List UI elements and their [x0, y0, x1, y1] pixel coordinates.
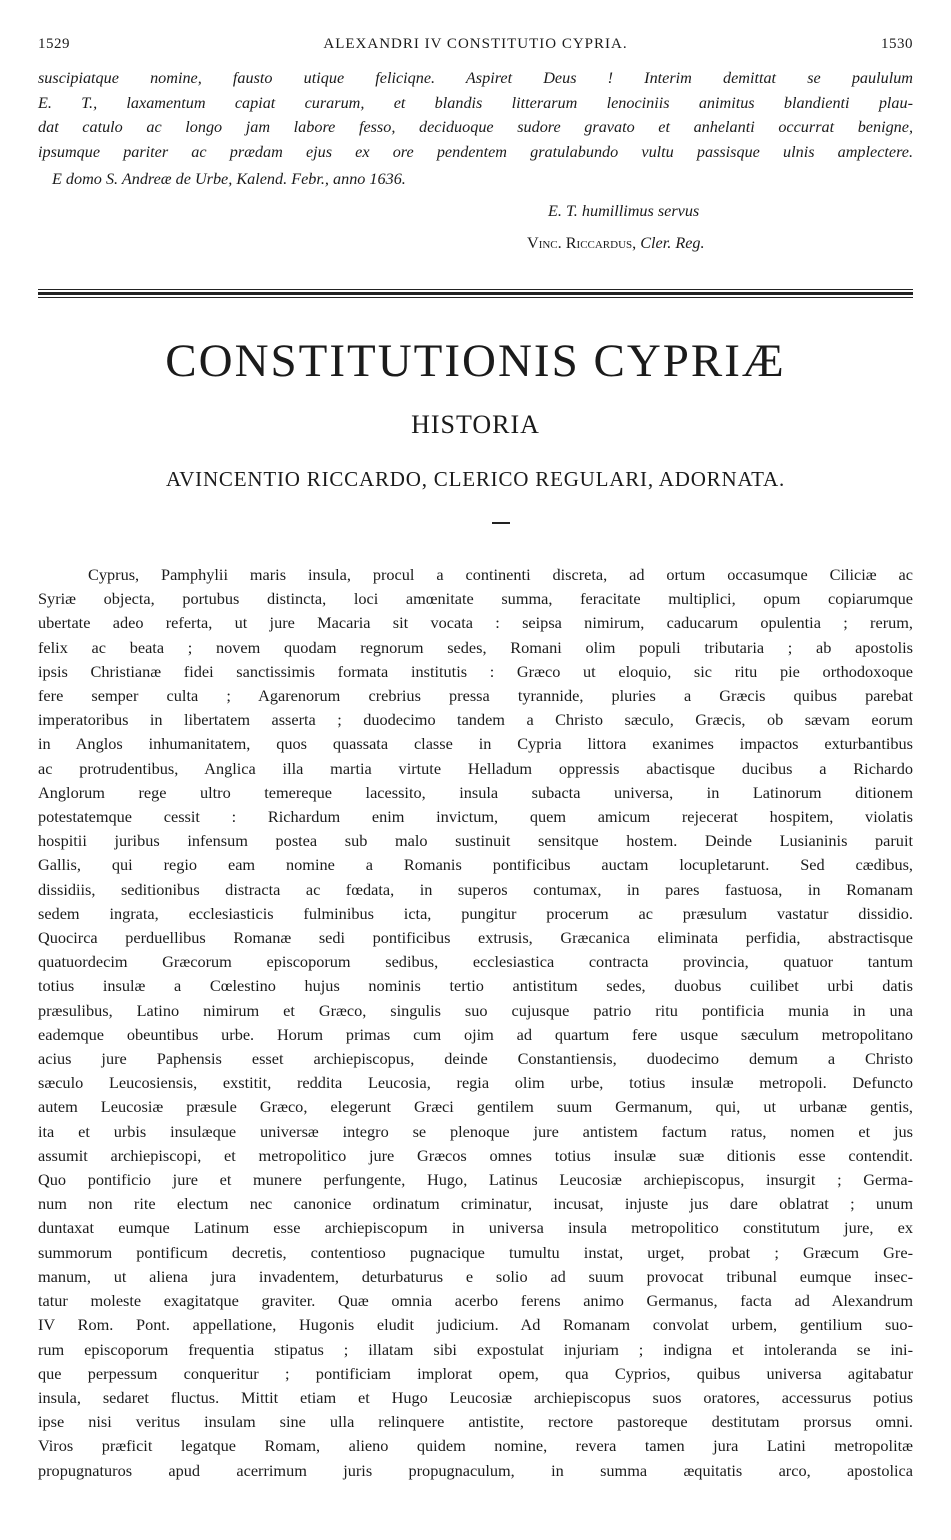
- body-line: totius insulæ a Cœlestino hujus nominis tertio antistitum sedes, duobus cuilibet urbi datis: [38, 976, 913, 996]
- body-line: manum, ut aliena jura invadentem, deturbaturus e solio ad suum provocat tribunal eumque insec-: [38, 1266, 913, 1286]
- body-line: acius jure Paphensis esset archiepiscopus, deinde Constantiensis, duodecimo demum a Christo: [38, 1049, 913, 1069]
- body-line: ipse nisi veritus insulam sine ulla relinquere antistite, rectore pastoreque destitutam prorsus omni.: [38, 1412, 913, 1432]
- body-line: imperatoribus in libertatem asserta ; duodecimo tandem a Christo sæculo, Græcis, ob sævam eorum: [38, 710, 913, 730]
- section-divider: [38, 289, 913, 299]
- letter-line: E. T., laxamentum capiat curarum, et blandis litterarum lenociniis animitus blandienti plau-: [38, 93, 913, 112]
- body-line: Cyprus, Pamphylii maris insula, procul a continenti discreta, ad ortum occasumque Ciliciæ ac: [88, 565, 913, 584]
- body-line: ipsis Christianæ fidei sanctissimis formata institutis : Græco ut eloquio, sic ritu pie orthodoxoque: [38, 661, 913, 681]
- body-line: sæculo Leucosiensis, exstitit, reddita Leucosia, regia olim urbe, totius insulæ metropoli. Defuncto: [38, 1073, 913, 1093]
- body-line: felix ac beata ; novem quodam regnorum sedes, Romani olim populi tributaria ; ab apostolis: [38, 637, 913, 657]
- divider-rule-thin-bottom: [38, 297, 913, 298]
- body-line: insula, sedaret fluctus. Mittit etiam et Hugo Leucosiæ archiepiscopus suos oratores, accessurus potius: [38, 1387, 913, 1407]
- body-line: que perpessum conqueritur ; pontificiam implorat opem, qua Cyprios, quibus universa agitabatur: [38, 1363, 913, 1383]
- body-line: Quocirca perduellibus Romanæ sedi pontificibus extrusis, Græcanica eliminata perfidia, abstractisque: [38, 928, 913, 948]
- running-head: [38, 36, 913, 58]
- body-line: IV Rom. Pont. appellatione, Hugonis eludit judicium. Ad Romanam convolat urbem, gentilium suo-: [38, 1315, 913, 1335]
- body-line: ubertate adeo referta, ut jure Macaria sit vocata : seipsa nimirum, caducarum opulentia ; rerum,: [38, 613, 913, 633]
- signature-name-line: [527, 234, 705, 253]
- letter-line: ipsumque pariter ac prædam ejus ex ore pendentem gratulabundo vultu passisque ulnis amplectere.: [38, 142, 913, 161]
- body-line: ita et urbis insulæque universæ integro se plenoque jure antistem factum ratus, nomen et jus: [38, 1121, 913, 1141]
- signature-salutation: E. T. humillimus servus: [548, 202, 700, 220]
- body-line: Viros præficit legatque Romam, alieno quidem nomine, revera tamen jura Latini metropolitæ: [38, 1436, 913, 1456]
- page-number-left: 1529: [38, 36, 70, 52]
- body-line: præsulibus, Latino nimirum et Græco, singulis suo cujusque patrio ritu pontificia munia in una: [38, 1000, 913, 1020]
- body-line: Syriæ objecta, portubus distincta, loci amœnitate summa, feracitate multiplici, opum copiarumque: [38, 589, 913, 609]
- body-paragraph: [38, 563, 913, 1483]
- body-line: hospitii juribus infensum postea sub malo sustinuit sensitque hostem. Deinde Lusianinis paruit: [38, 831, 913, 851]
- body-line: eademque obeuntibus urbe. Horum primas cum ojim ad quartum fere usque sæculum metropolitano: [38, 1024, 913, 1044]
- body-line: autem Leucosiæ præsule Græco, elegerunt Græci gentilem suum Germanum, qui, ut urbanæ gentis,: [38, 1097, 913, 1117]
- body-line: Anglorum rege ultro temereque lacessito, insula subacta universa, in Latinorum ditionem: [38, 782, 913, 802]
- divider-rule-thin-top: [38, 289, 913, 290]
- body-line: assumit archiepiscopi, et metropolitico jure Græcos omnes totius insulæ suæ ditionis esse contendit.: [38, 1145, 913, 1165]
- section-title: CONSTITUTIONIS CYPRIÆ: [165, 335, 786, 387]
- body-line: quatuordecim Græcorum episcoporum sedibus, ecclesiastica contracta provincia, quatuor tantum: [38, 952, 913, 972]
- body-line: dissidiis, seditionibus distracta ac fœdata, in superos contumax, in pares fastuosa, in Romanam: [38, 879, 913, 899]
- running-title: ALEXANDRI IV CONSTITUTIO CYPRIA.: [323, 36, 628, 52]
- letter-closing-text: [38, 66, 913, 164]
- section-subtitle: HISTORIA: [411, 410, 540, 439]
- section-byline: AVINCENTIO RICCARDO, CLERICO REGULARI, ADORNATA.: [165, 467, 786, 491]
- body-line: fere semper culta ; Agarenorum crebrius pressa tyrannide, pluries a Græcis quibus parebat: [38, 686, 913, 706]
- body-line: sedem ingrata, ecclesiasticis fulminibus icta, pungitur procerum ac præsulum vastatur dissidio.: [38, 903, 913, 923]
- signature-title: Cler. Reg.: [640, 234, 705, 252]
- letter-line: suscipiatque nomine, fausto utique feliciqne. Aspiret Deus ! Interim demittat se paululum: [38, 69, 913, 87]
- ornament-dash: [492, 522, 510, 524]
- letter-line: dat catulo ac longo jam labore fesso, deciduoque sudore gravato et anhelanti occurrat benigne,: [38, 118, 913, 137]
- body-line: propugnaturos apud acerrimum juris propugnaculum, in summa æquitatis arco, apostolica: [38, 1460, 913, 1480]
- body-line: Gallis, qui regio eam nomine a Romanis pontificibus auctam locupletarunt. Sed cædibus,: [38, 855, 913, 875]
- signature-name: Vinc. Riccardus,: [527, 234, 637, 252]
- body-line: ac protrudentibus, Anglica illa martia virtute Helladum oppressis abactisque ducibus a Richardo: [38, 758, 913, 778]
- body-line: num non rite electum nec canonice ordinatum criminatur, incusat, injuste jus dare oblatrat ; unum: [38, 1194, 913, 1214]
- body-line: tatur moleste exagitatque graviter. Quæ omnia acerbo ferens animo Germanus, facta ad Alexandrum: [38, 1291, 913, 1311]
- divider-rule-thick: [38, 292, 913, 295]
- dateline: E domo S. Andreæ de Urbe, Kalend. Febr., anno 1636.: [52, 170, 406, 188]
- body-line: rum episcoporum frequentia stipatus ; illatam sibi expostulat injuriam ; indigna et intoleranda se ini-: [38, 1339, 913, 1359]
- body-line: Quo pontificio jure et munere perfungente, Hugo, Latinus Leucosiæ archiepiscopus, insurgit ; Germa-: [38, 1170, 913, 1190]
- body-line: duntaxat eumque Latinum esse archiepiscopum in universa insula metropolitico constitutum jure, ex: [38, 1218, 913, 1238]
- page-number-right: 1530: [881, 36, 913, 52]
- body-line: in Anglos inhumanitatem, quos quassata classe in Cypria littora exanimes impactos exturbantibus: [38, 734, 913, 754]
- body-line: potestatemque cessit : Richardum enim invictum, quem amicum rejecerat hospitem, violatis: [38, 807, 913, 827]
- body-line: summorum pontificum decretis, contentioso pugnacique tumultu instat, urget, probat ; Græcum Gre-: [38, 1242, 913, 1262]
